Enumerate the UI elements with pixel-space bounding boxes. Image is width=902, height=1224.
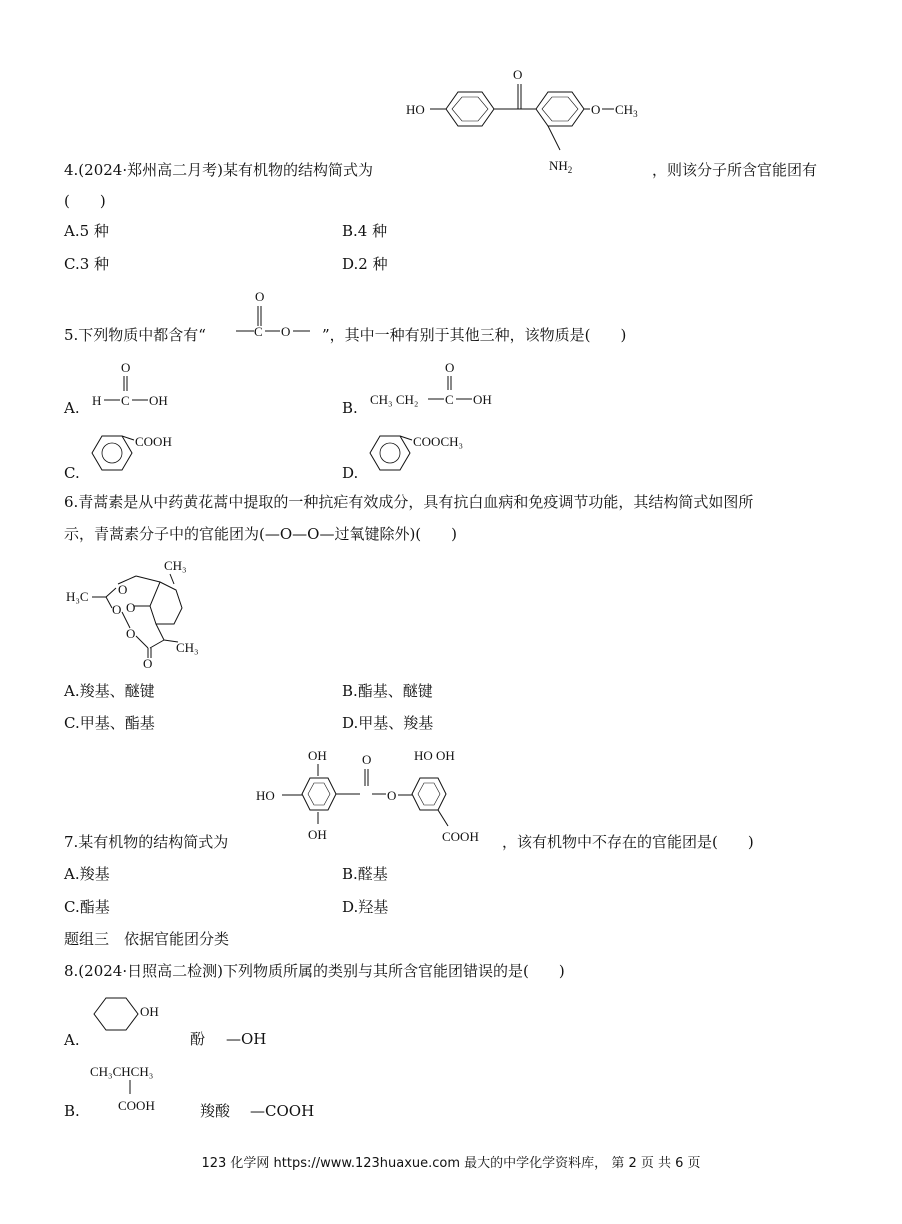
q5-stem-before: 5.下列物质中都含有“ [64,326,206,344]
q8-label-b: B. [64,1102,80,1120]
q4-carbonyl-o: O [513,67,523,82]
q4-structure [400,62,660,182]
q8-a-group: —OH [226,1030,267,1048]
q5-frag-carbonyl-o: O [255,289,265,304]
q4-ether-o: O [591,102,601,117]
q7-option-a: A.羧基 [64,865,110,883]
q6-line2: 示，青蒿素分子中的官能团为(—O—O—过氧键除外)( ) [64,525,458,543]
q6-option-d: D.甲基、羧基 [342,714,434,732]
q5-a-o: O [121,360,131,375]
q6-o5: O [143,656,153,671]
q7-oh-bottom: OH [308,827,327,842]
q5-frag-o2: O [281,324,291,339]
q4-nh2: $NH_2$ [549,158,573,175]
q8-structure-b [88,1060,198,1116]
q4-stem-after: ，则该分子所含官能团有 [652,161,818,179]
q4-stem-before: 4.(2024·郑州高二月考)某有机物的结构简式为 [64,161,373,179]
q5-b-o: O [445,360,455,375]
q5-b-c: C [445,392,454,407]
q7-oh-top: OH [308,748,327,763]
q5-structure-d [364,426,494,480]
q5-b-left: CH₃ CH₂ [370,392,419,407]
q4-option-b: B.4 种 [342,222,388,240]
q5-label-b: B. [342,399,358,417]
q6-ch3-top: CH₃ [164,558,187,573]
q7-option-d: D.羟基 [342,898,389,916]
q4-option-a: A.5 种 [64,222,109,240]
q7-carbonyl-o: O [362,752,372,767]
q6-option-c: C.甲基、酯基 [64,714,155,732]
q4-paren: ( ) [64,192,106,210]
q6-o3: O [126,600,136,615]
section-heading: 题组三 依据官能团分类 [64,930,230,948]
q8-b-top: CH₃CHCH₃ [90,1064,154,1079]
q6-option-a: A.羧基、醚键 [64,682,155,700]
q6-option-b: B.酯基、醚键 [342,682,433,700]
q8-a-oh: OH [140,1004,159,1019]
q7-structure [252,742,512,852]
q7-option-c: C.酯基 [64,898,110,916]
page-footer: 123 化学网 https://www.123huaxue.com 最大的中学化学资料库， 第 2 页 共 6 页 [201,1156,701,1171]
q8-b-cooh: COOH [118,1098,155,1113]
q6-ch3-right: CH₃ [176,640,199,655]
q5-structure-c [86,426,196,480]
q5-label-d: D. [342,464,359,482]
q7-option-b: B.醛基 [342,865,388,883]
q8-b-class: 羧酸 [200,1102,231,1120]
q5-c-cooh: COOH [135,434,172,449]
q8-structure-a [86,992,176,1052]
q5-a-c: C [121,393,130,408]
q6-o4: O [126,626,136,641]
q8-b-group: —COOH [250,1102,315,1120]
q6-o1: O [118,582,128,597]
q6-o2: O [112,602,122,617]
q4-ch3: $CH_3$ [615,102,638,119]
q4-ho: HO [406,102,425,117]
q8-stem: 8.(2024·日照高二检测)下列物质所属的类别与其所含官能团错误的是( ) [64,962,565,980]
q7-ester-o: O [387,788,397,803]
q5-a-h: H [92,393,102,408]
q5-structure-a [90,360,190,410]
q7-cooh: COOH [442,829,479,844]
q6-line1: 6.青蒿素是从中药黄花蒿中提取的一种抗疟有效成分，具有抗白血病和免疫调节功能，其结构简式如图所 [64,493,754,511]
q5-stem-after: ”，其中一种有别于其他三种，该物质是( ) [322,326,627,344]
q7-stem-after: ，该有机物中不存在的官能团是( ) [502,833,754,851]
q6-artemisinin-structure [64,556,214,671]
q4-option-d: D.2 种 [342,255,388,273]
q5-label-a: A. [64,399,80,417]
q8-a-class: 酚 [190,1030,206,1048]
q6-h3c: H₃C [66,589,89,604]
q7-ho-left: HO [256,788,275,803]
q7-stem-before: 7.某有机物的结构简式为 [64,833,229,851]
q4-option-c: C.3 种 [64,255,110,273]
q5-d-coocH3: COOCH₃ [413,434,464,449]
q5-label-c: C. [64,464,80,482]
q8-label-a: A. [64,1031,80,1049]
q5-structure-b [368,360,508,410]
q5-b-oh: OH [473,392,492,407]
q5-a-oh: OH [149,393,168,408]
q5-ester-fragment [232,286,322,346]
q5-frag-c: C [254,324,263,339]
q7-hooh: HO OH [414,748,455,763]
